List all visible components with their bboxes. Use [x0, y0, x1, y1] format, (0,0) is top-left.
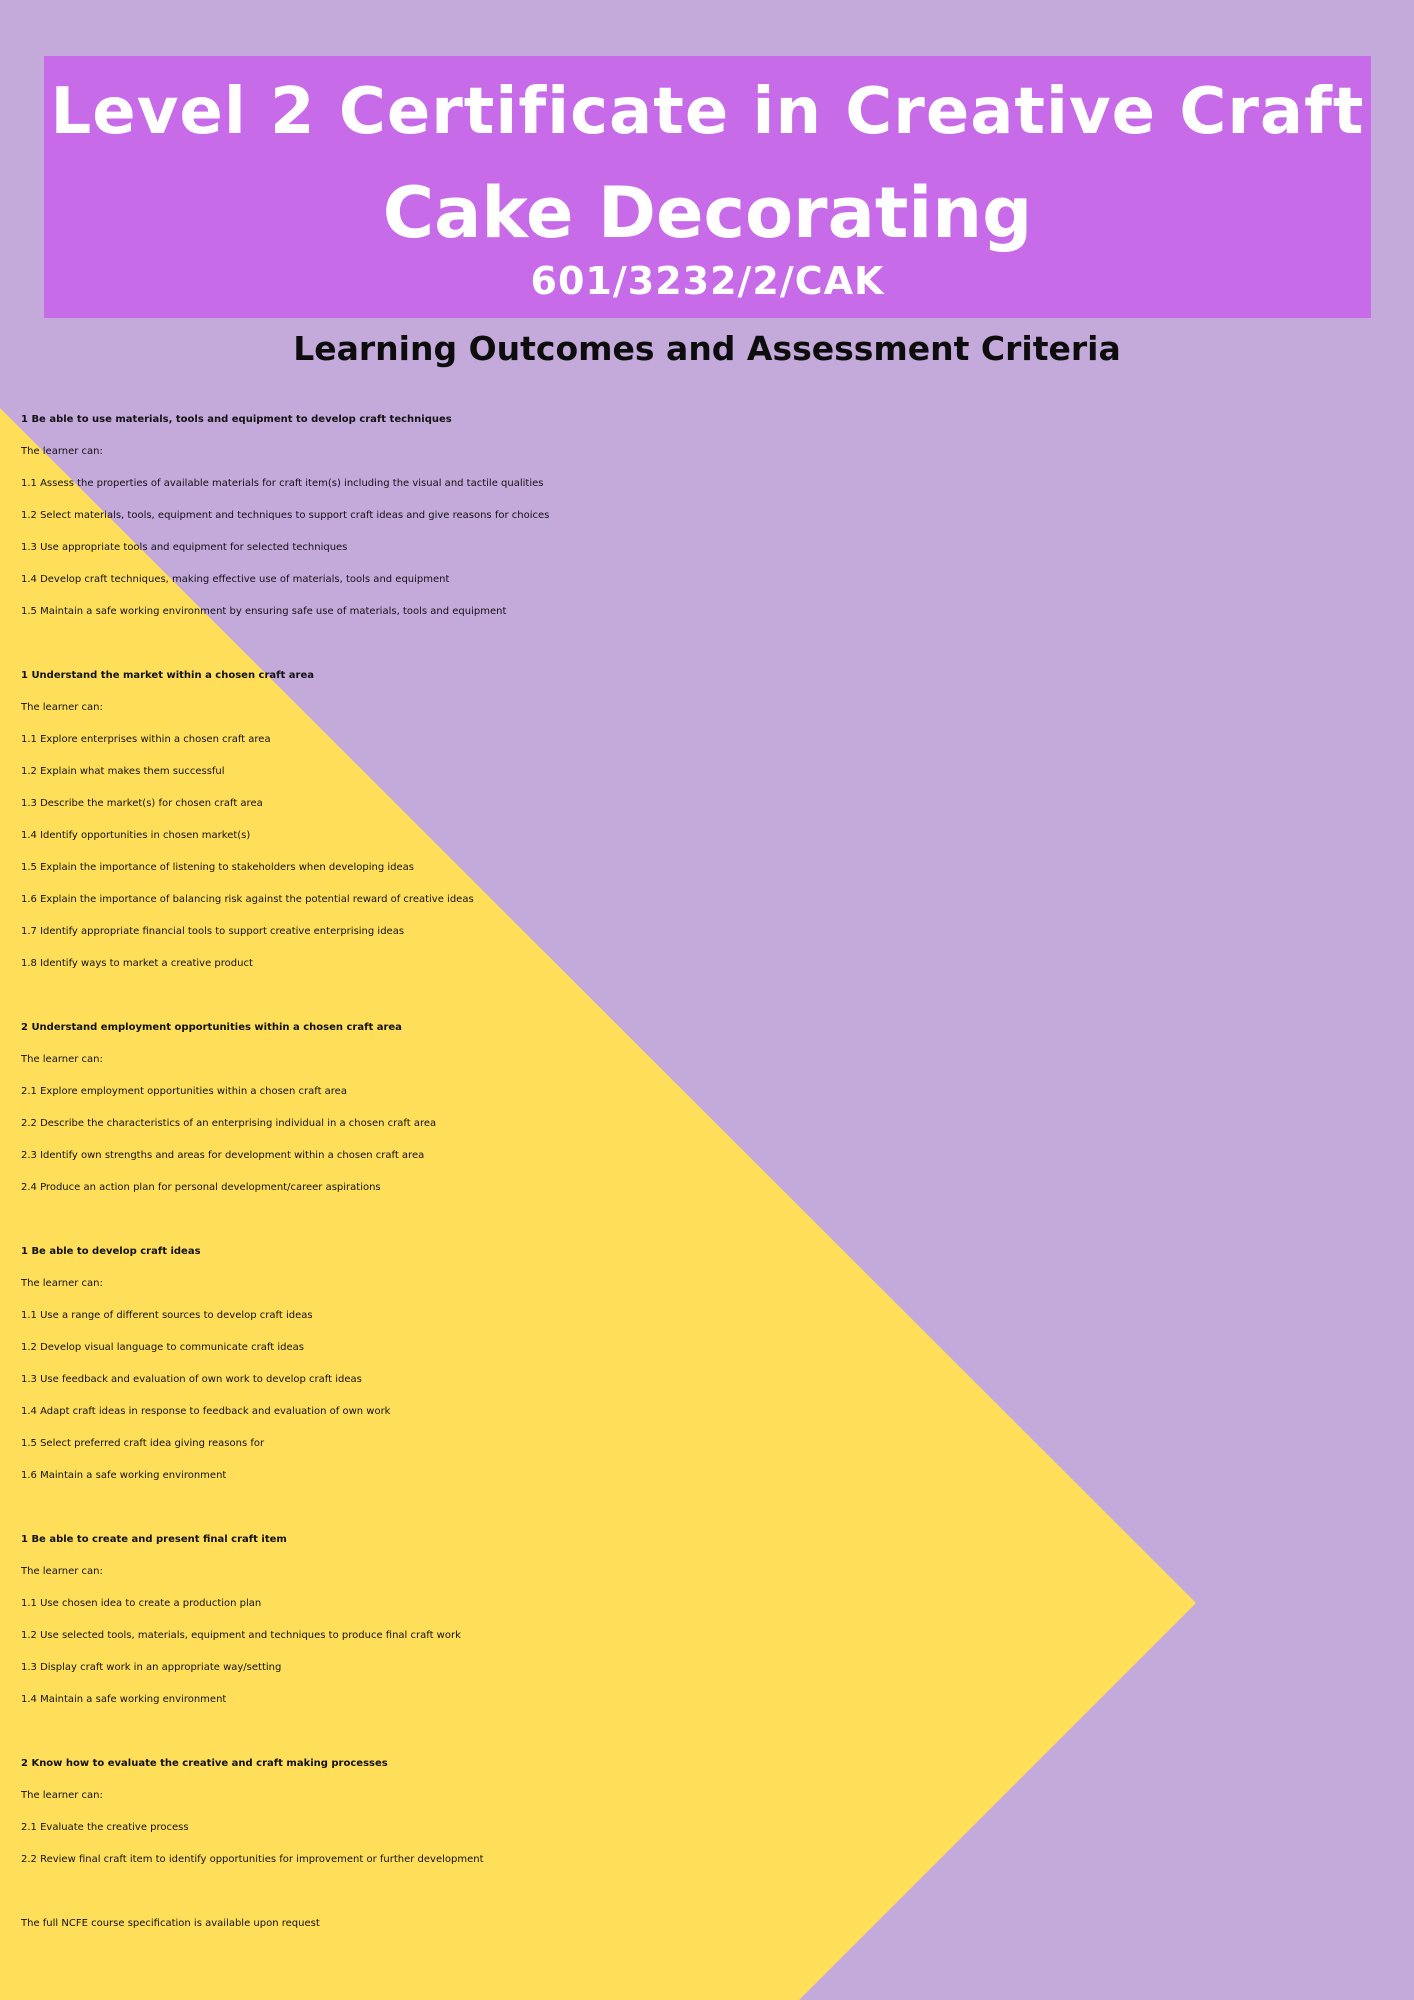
criterion-item: 1.8 Identify ways to market a creative product [21, 958, 253, 969]
section-heading: 2 Understand employment opportunities within a chosen craft area [21, 1022, 402, 1033]
criterion-item: 1.2 Explain what makes them successful [21, 766, 225, 777]
criterion-item: 2.1 Evaluate the creative process [21, 1822, 189, 1833]
section-spacer [21, 1876, 1401, 1908]
criterion-item: 1.5 Explain the importance of listening to stakeholders when developing ideas [21, 862, 414, 873]
criterion-item: 1.1 Use chosen idea to create a production plan [21, 1598, 262, 1609]
criterion-item: 1.4 Adapt craft ideas in response to feedback and evaluation of own work [21, 1406, 391, 1417]
section-intro: The learner can: [21, 1566, 103, 1577]
criterion-item: 2.4 Produce an action plan for personal development/career aspirations [21, 1182, 381, 1193]
page-subtitle: Learning Outcomes and Assessment Criteria [293, 329, 1121, 368]
course-title: Cake Decorating [382, 172, 1033, 254]
criterion-item: 1.4 Identify opportunities in chosen market(s) [21, 830, 251, 841]
criterion-item: 1.2 Select materials, tools, equipment and techniques to support craft ideas and give reasons for choices [21, 510, 550, 521]
section-intro: The learner can: [21, 446, 103, 457]
criterion-item: 1.6 Maintain a safe working environment [21, 1470, 227, 1481]
criterion-item: 1.3 Display craft work in an appropriate way/setting [21, 1662, 282, 1673]
section-heading: 1 Be able to develop craft ideas [21, 1246, 201, 1257]
criterion-item: 1.5 Select preferred craft idea giving reasons for [21, 1438, 265, 1449]
criterion-item: 1.3 Use appropriate tools and equipment for selected techniques [21, 542, 348, 553]
criterion-item: 1.1 Explore enterprises within a chosen craft area [21, 734, 271, 745]
section-market [21, 660, 1401, 980]
header [44, 56, 1371, 318]
section-heading: 2 Know how to evaluate the creative and craft making processes [21, 1758, 388, 1769]
section-intro: The learner can: [21, 1054, 103, 1065]
section-employment [21, 1012, 1401, 1204]
learning-outcomes [21, 404, 1401, 1940]
certificate-title: Level 2 Certificate in Creative Craft [50, 75, 1365, 149]
criterion-item: 1.4 Maintain a safe working environment [21, 1694, 227, 1705]
section-final-item [21, 1524, 1401, 1716]
footer-note: The full NCFE course specification is available upon request [21, 1918, 320, 1929]
section-evaluate [21, 1748, 1401, 1876]
criterion-item: 1.1 Assess the properties of available materials for craft item(s) including the visual and tactile qualities [21, 478, 544, 489]
section-spacer [21, 1716, 1401, 1748]
criterion-item: 1.3 Describe the market(s) for chosen craft area [21, 798, 263, 809]
section-spacer [21, 1204, 1401, 1236]
section-spacer [21, 1492, 1401, 1524]
section-heading: 1 Understand the market within a chosen craft area [21, 670, 314, 681]
criterion-item: 2.3 Identify own strengths and areas for development within a chosen craft area [21, 1150, 425, 1161]
criterion-item: 2.2 Review final craft item to identify opportunities for improvement or further development [21, 1854, 484, 1865]
criterion-item: 1.5 Maintain a safe working environment by ensuring safe use of materials, tools and equipment [21, 606, 507, 617]
section-materials [21, 404, 1401, 628]
criterion-item: 1.7 Identify appropriate financial tools to support creative enterprising ideas [21, 926, 405, 937]
section-spacer [21, 980, 1401, 1012]
criterion-item: 1.3 Use feedback and evaluation of own work to develop craft ideas [21, 1374, 362, 1385]
criterion-item: 1.4 Develop craft techniques, making effective use of materials, tools and equipment [21, 574, 450, 585]
criterion-item: 1.1 Use a range of different sources to develop craft ideas [21, 1310, 313, 1321]
section-spacer [21, 628, 1401, 660]
criterion-item: 1.2 Develop visual language to communicate craft ideas [21, 1342, 304, 1353]
criterion-item: 1.6 Explain the importance of balancing risk against the potential reward of creative ideas [21, 894, 474, 905]
section-heading: 1 Be able to use materials, tools and equipment to develop craft techniques [21, 414, 452, 425]
criterion-item: 1.2 Use selected tools, materials, equipment and techniques to produce final craft work [21, 1630, 461, 1641]
section-intro: The learner can: [21, 1790, 103, 1801]
course-code: 601/3232/2/CAK [530, 259, 885, 303]
section-heading: 1 Be able to create and present final craft item [21, 1534, 287, 1545]
criterion-item: 2.1 Explore employment opportunities within a chosen craft area [21, 1086, 347, 1097]
section-intro: The learner can: [21, 702, 103, 713]
section-craft-ideas [21, 1236, 1401, 1492]
section-intro: The learner can: [21, 1278, 103, 1289]
criterion-item: 2.2 Describe the characteristics of an enterprising individual in a chosen craft area [21, 1118, 437, 1129]
